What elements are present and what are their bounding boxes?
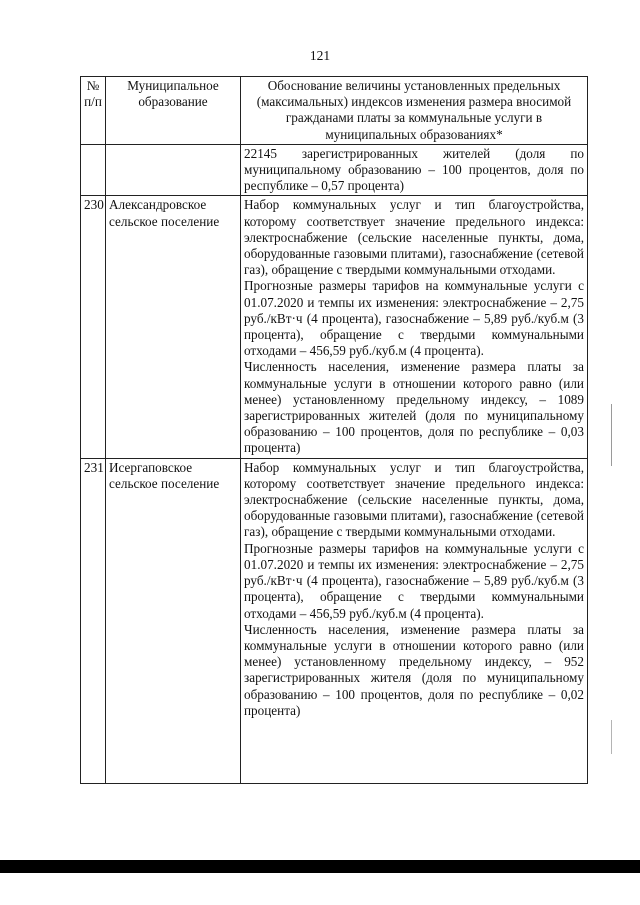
scan-artifact-line [611, 404, 612, 466]
cell-justification [241, 196, 588, 458]
table-row-continuation [81, 144, 588, 196]
table-row [81, 196, 588, 458]
header-justification: Обоснование величины установленных предельных (максимальных) индексов изменения размера вносимой гражданами платы за коммунальные услуги в муниципальных образованиях* [241, 77, 588, 145]
tariffs-paragraph: Прогнозные размеры тарифов на коммунальные услуги с 01.07.2020 и темпы их изменения: электроснабжение – 2,75 руб./кВт·ч (4 процента), газоснабжение – 5,89 руб./куб.м (3 процента), обращение с твердыми коммунальными отходами – 456,59 руб./куб.м (4 процента). [244, 540, 584, 621]
cell-num: 230 [81, 196, 106, 458]
services-paragraph: Набор коммунальных услуг и тип благоустройства, которому соответствует значение предельного индекса: электроснабжение (сельские населенные пункты, дома, оборудованные газовыми плитами), газоснабжение (сетевой газ), обращение с твердыми коммунальными отходами. [244, 459, 584, 540]
table-row [81, 458, 588, 783]
cell-num: 231 [81, 458, 106, 783]
population-paragraph: Численность населения, изменение размера платы за коммунальные услуги в отношении которого равно (или менее) установленному предельному индексу, – 1089 зарегистрированных жителей (доля по муниципальному образованию – 100 процентов, доля по республике – 0,03 процента) [244, 359, 584, 456]
cell-justification [241, 458, 588, 783]
cell-municipality [106, 144, 241, 196]
table-header-row [81, 77, 588, 145]
header-municipality: Муниципальное образование [106, 77, 241, 145]
cell-justification [241, 144, 588, 196]
services-paragraph: Набор коммунальных услуг и тип благоустройства, которому соответствует значение предельного индекса: электроснабжение (сельские населенные пункты, дома, оборудованные газовыми плитами), газоснабжение (сетевой газ), обращение с твердыми коммунальными отходами. [244, 197, 584, 278]
cell-num [81, 144, 106, 196]
scan-bottom-edge [0, 860, 640, 873]
tariffs-paragraph: Прогнозные размеры тарифов на коммунальные услуги с 01.07.2020 и темпы их изменения: электроснабжение – 2,75 руб./кВт·ч (4 процента), газоснабжение – 5,89 руб./куб.м (3 процента), обращение с твердыми коммунальными отходами – 456,59 руб./куб.м (4 процента). [244, 278, 584, 359]
header-num: № п/п [81, 77, 106, 145]
tariff-index-table [80, 76, 588, 784]
population-paragraph: Численность населения, изменение размера платы за коммунальные услуги в отношении которого равно (или менее) установленному предельному индексу, – 952 зарегистрированных жителя (доля по муниципальному образованию – 100 процентов, доля по республике – 0,02 процента) [244, 621, 584, 718]
continuation-text: 22145 зарегистрированных жителей (доля по муниципальному образованию – 100 процентов, доля по республике – 0,57 процента) [244, 145, 584, 194]
scan-artifact-line [611, 720, 612, 754]
page-number: 121 [309, 48, 331, 63]
cell-municipality: Александровское сельское поселение [106, 196, 241, 458]
cell-municipality: Исергаповское сельское поселение [106, 458, 241, 783]
